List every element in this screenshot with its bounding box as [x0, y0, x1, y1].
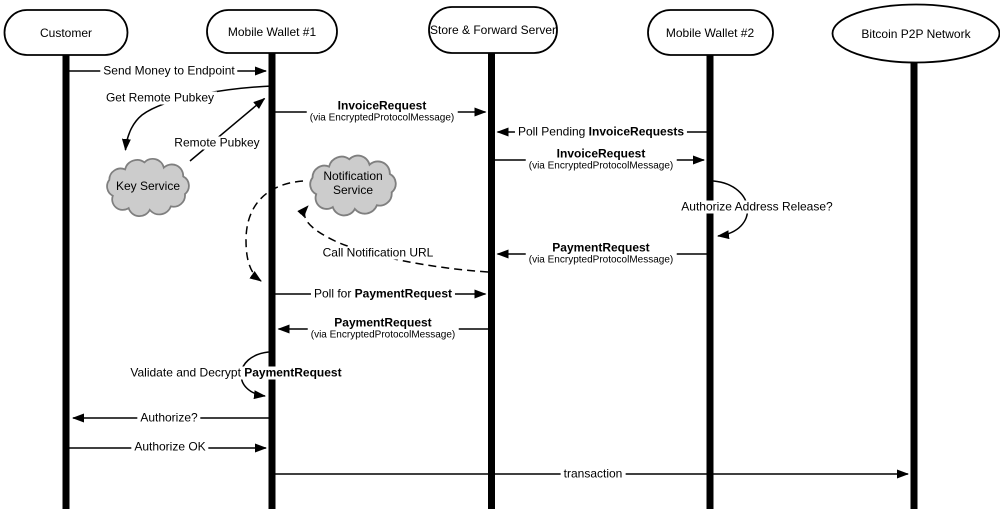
message-payment-request-2: PaymentRequest (via EncryptedProtocolMessage): [308, 317, 459, 342]
message-validate-decrypt: Validate and Decrypt PaymentRequest: [127, 367, 344, 380]
message-remote-pubkey: Remote Pubkey: [171, 137, 262, 150]
message-authorize-q: Authorize?: [137, 412, 200, 425]
message-transaction: transaction: [561, 468, 626, 481]
bitcoin-p2p-title: Bitcoin P2P Network: [861, 27, 971, 41]
store-forward-server-lifeline: [488, 52, 495, 509]
message-payment-request-1: PaymentRequest (via EncryptedProtocolMessage): [526, 242, 677, 267]
notification-service-label: Notification Service: [323, 169, 383, 197]
message-send-money: Send Money to Endpoint: [100, 65, 237, 78]
message-poll-pending: Poll Pending InvoiceRequests: [515, 126, 687, 139]
key-service-label: Key Service: [115, 179, 181, 193]
message-authorize-release: Authorize Address Release?: [678, 201, 835, 214]
bitcoin-p2p-lifeline: [911, 62, 918, 509]
message-authorize-ok: Authorize OK: [131, 441, 208, 454]
remote-pubkey-arrow: [190, 99, 265, 162]
store-forward-server-title: Store & Forward Server: [429, 23, 557, 37]
call-notification-url-arrow: [304, 206, 488, 272]
message-get-remote-pubkey: Get Remote Pubkey: [103, 92, 217, 105]
mobile-wallet-2-lifeline: [707, 54, 714, 509]
customer-title: Customer: [39, 26, 93, 40]
message-call-notification-url: Call Notification URL: [320, 247, 437, 260]
message-invoice-request-2: InvoiceRequest (via EncryptedProtocolMessage): [526, 148, 677, 173]
customer-lifeline: [63, 54, 70, 509]
message-poll-for-payment: Poll for PaymentRequest: [311, 288, 455, 301]
mobile-wallet-2-title: Mobile Wallet #2: [665, 26, 755, 40]
message-invoice-request-1: InvoiceRequest (via EncryptedProtocolMessage): [307, 100, 458, 125]
mobile-wallet-1-title: Mobile Wallet #1: [227, 25, 317, 39]
mobile-wallet-1-lifeline: [269, 52, 276, 509]
